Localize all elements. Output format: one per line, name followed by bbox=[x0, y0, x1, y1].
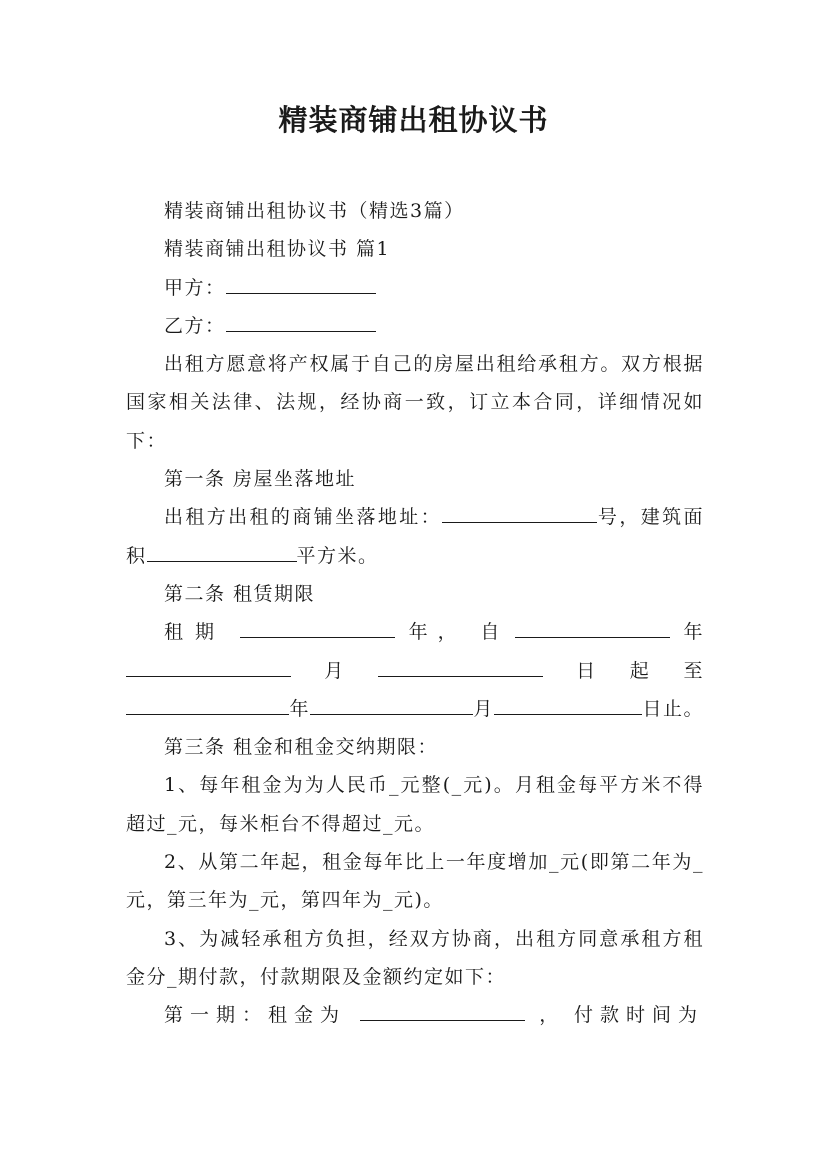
term-start-text: 起 bbox=[629, 659, 651, 682]
installment-amount-blank bbox=[360, 1002, 525, 1021]
installment-time-text: 付款时间为 bbox=[573, 1004, 704, 1027]
term-month2-text: 月 bbox=[473, 697, 494, 720]
term-line-2 bbox=[126, 652, 704, 690]
term-year2-text: 年 bbox=[683, 621, 704, 644]
end-day-blank bbox=[494, 696, 643, 715]
term-year-text: 年， bbox=[408, 621, 467, 644]
party-b-label: 乙方： bbox=[164, 314, 226, 337]
installment-comma: ， bbox=[539, 1004, 560, 1027]
article1-text-a: 出租方出租的商铺坐落地址： bbox=[164, 506, 443, 529]
document-body bbox=[126, 192, 704, 1035]
party-b-line bbox=[126, 307, 704, 345]
term-from-text: 自 bbox=[480, 621, 501, 644]
area-blank bbox=[147, 543, 297, 562]
article1-text-b: 号，建筑面积 bbox=[126, 506, 704, 567]
end-year-blank bbox=[126, 696, 289, 715]
article1-paragraph bbox=[126, 498, 704, 575]
installment-line bbox=[126, 996, 704, 1034]
section-heading: 精装商铺出租协议书 篇1 bbox=[164, 238, 391, 261]
term-to-text: 至 bbox=[683, 659, 704, 682]
term-day-start-text: 日 bbox=[576, 659, 597, 682]
term-years-blank bbox=[240, 619, 395, 638]
address-blank bbox=[442, 504, 597, 523]
party-a-label: 甲方： bbox=[164, 276, 226, 299]
installment-label: 第一期：租金为 bbox=[164, 1004, 347, 1027]
start-month-blank bbox=[126, 658, 291, 677]
term-year3-text: 年 bbox=[289, 697, 310, 720]
intro-paragraph: 出租方愿意将产权属于自己的房屋出租给承租方。双方根据国家相关法律、法规，经协商一致，订立本合同，详细情况如下： bbox=[126, 353, 704, 452]
term-line-3 bbox=[126, 690, 704, 728]
article1-heading: 第一条 房屋坐落地址 bbox=[164, 468, 357, 491]
document-title: 精装商铺出租协议书 bbox=[278, 103, 549, 137]
article3-heading: 第三条 租金和租金交纳期限： bbox=[164, 736, 439, 759]
term-label: 租期 bbox=[164, 621, 227, 644]
party-a-blank bbox=[226, 275, 376, 294]
rent-item-1: 1、每年租金为为人民币_元整(_元)。月租金每平方米不得超过_元，每米柜台不得超过_元。 bbox=[126, 774, 704, 835]
party-a-line bbox=[126, 269, 704, 307]
term-month-text: 月 bbox=[324, 659, 345, 682]
start-year-blank bbox=[515, 619, 670, 638]
rent-item-3: 3、为减轻承租方负担，经双方协商，出租方同意承租方租金分_期付款，付款期限及金额约定如下： bbox=[126, 927, 704, 988]
term-line-1 bbox=[126, 613, 704, 651]
rent-item-2: 2、从第二年起，租金每年比上一年度增加_元(即第二年为_元，第三年为_元，第四年为_元)。 bbox=[126, 851, 704, 912]
subtitle: 精装商铺出租协议书（精选3篇） bbox=[164, 200, 465, 222]
end-month-blank bbox=[310, 696, 473, 715]
article2-heading: 第二条 租赁期限 bbox=[164, 582, 316, 605]
party-b-blank bbox=[226, 313, 376, 332]
term-end-text: 日止。 bbox=[642, 697, 704, 720]
start-day-blank bbox=[378, 658, 543, 677]
article1-text-c: 平方米。 bbox=[296, 544, 379, 567]
